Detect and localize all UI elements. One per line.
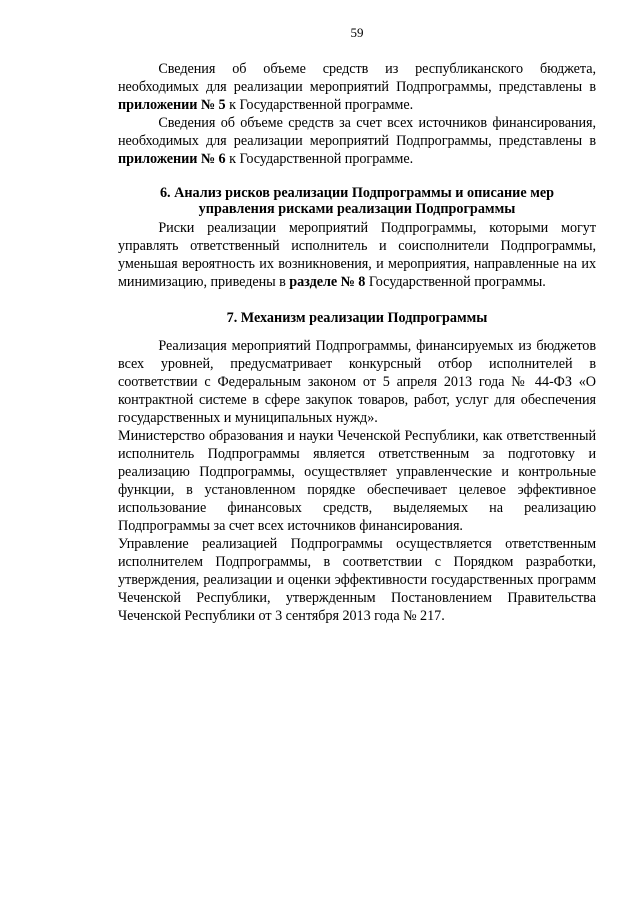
- paragraph-competitive-selection: Реализация мероприятий Подпрограммы, финансируемых из бюджетов всех уровней, предусматривает конкурсный отбор исполнителей в соответствии с Федеральным законом от 5 апреля 2013 года № 44-ФЗ «О контрактной системе в сфере закупок товаров, работ, услуг для обеспечения государственных и муниципальных нужд».: [118, 338, 596, 426]
- section-6-heading: [118, 185, 596, 217]
- paragraph-management: Управление реализацией Подпрограммы осуществляется ответственным исполнителем Подпрограммы, в соответствии с Порядком разработки, утверждения, реализации и оценки эффективности государственных программ Чеченской Республики, утвержденным Постановлением Правительства Чеченской Республики от 3 сентября 2013 года № 217.: [118, 536, 596, 624]
- paragraph-text: Государственной программы.: [365, 274, 546, 290]
- page-number: 59: [350, 25, 364, 40]
- paragraph-budget-all-sources: [118, 114, 596, 168]
- paragraph-text: к Государственной программе.: [225, 97, 414, 113]
- paragraph-text: к Государственной программе.: [225, 151, 414, 167]
- appendix-5-reference: приложении № 5: [118, 97, 226, 113]
- section-6-title-line-1: 6. Анализ рисков реализации Подпрограммы и описание мер: [159, 185, 555, 201]
- paragraph-text: Сведения об объеме средств из республиканского бюджета, необходимых для реализации мероприятий Подпрограммы, представлены в: [118, 61, 596, 95]
- section-6-title-line-2: управления рисками реализации Подпрограммы: [198, 201, 516, 217]
- paragraph-text: Риски реализации мероприятий Подпрограммы, которыми могут управлять ответственный исполнитель и соисполнители Подпрограммы, уменьшая вероятность их возникновения, и мероприятия, направленные на их минимизацию, приведены в: [118, 220, 596, 290]
- page-content: [118, 60, 596, 625]
- paragraph-text: Сведения об объеме средств за счет всех источников финансирования, необходимых для реализации мероприятий Подпрограммы, представлены в: [118, 115, 596, 149]
- appendix-6-reference: приложении № 6: [118, 151, 226, 167]
- section-8-reference: разделе № 8: [289, 274, 366, 290]
- section-7-heading: 7. Механизм реализации Подпрограммы: [226, 310, 488, 326]
- paragraph-ministry-responsibility: Министерство образования и науки Чеченской Республики, как ответственный исполнитель Подпрограммы является ответственным за подготовку и реализацию Подпрограммы, осуществляет управленческие и контрольные функции, в установленном порядке обеспечивает целевое эффективное использование финансовых средств, выделяемых на реализацию Подпрограммы за счет всех источников финансирования.: [118, 428, 596, 534]
- paragraph-risks: [118, 219, 596, 291]
- paragraph-budget-republican: [118, 60, 596, 114]
